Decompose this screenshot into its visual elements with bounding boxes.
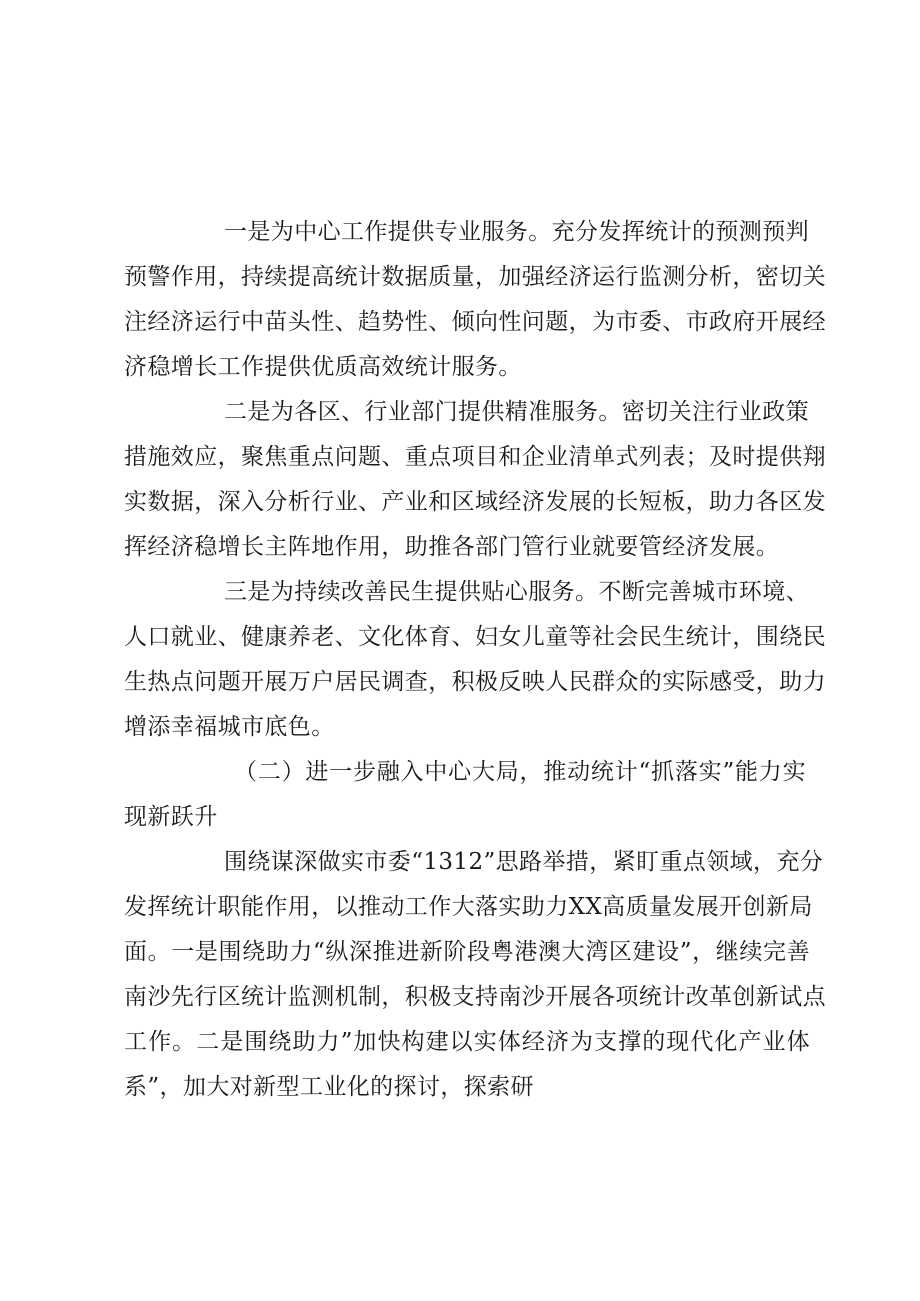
- paragraph-2-line-2: 措施效应，聚焦重点问题、重点项目和企业清单式列表；及时提供翔: [124, 444, 826, 470]
- paragraph-2-line-4: 挥经济稳增长主阵地作用，助推各部门管行业就要管经济发展。: [124, 534, 780, 560]
- section-heading-line-2: 现新跃升: [124, 804, 218, 830]
- paragraph-3-line-3: 生热点问题开展万户居民调查，积极反映人民群众的实际感受，助力: [124, 669, 826, 695]
- paragraph-4-line-4: 南沙先行区统计监测机制，积极支持南沙开展各项统计改革创新试点: [124, 984, 826, 1010]
- paragraph-4-line-1: 围绕谋深做实市委“1312”思路举措，紧盯重点领域，充分: [224, 849, 824, 875]
- paragraph-1-line-1: 一是为中心工作提供专业服务。充分发挥统计的预测预判: [224, 219, 809, 245]
- paragraph-2-line-1: 二是为各区、行业部门提供精准服务。密切关注行业政策: [224, 399, 809, 425]
- paragraph-3-line-1: 三是为持续改善民生提供贴心服务。不断完善城市环境、: [224, 579, 809, 605]
- paragraph-3-line-4: 增添幸福城市底色。: [124, 714, 335, 740]
- paragraph-4-line-3: 面。一是围绕助力“纵深推进新阶段粤港澳大湾区建设”，继续完善: [124, 939, 810, 965]
- paragraph-3-line-2: 人口就业、健康养老、文化体育、妇女儿童等社会民生统计，围绕民: [124, 624, 826, 650]
- paragraph-1-line-4: 济稳增长工作提供优质高效统计服务。: [124, 354, 522, 380]
- paragraph-2-line-3: 实数据，深入分析行业、产业和区域经济发展的长短板，助力各区发: [124, 489, 826, 515]
- paragraph-1-line-2: 预警作用，持续提高统计数据质量，加强经济运行监测分析，密切关: [124, 264, 826, 290]
- section-heading-line-1: （二）进一步融入中心大局，推动统计“抓落实”能力实: [234, 759, 806, 785]
- paragraph-4-line-2: 发挥统计职能作用，以推动工作大落实助力XX高质量发展开创新局: [124, 894, 813, 920]
- paragraph-4-line-6: 系”，加大对新型工业化的探讨，探索研: [124, 1074, 534, 1100]
- paragraph-4-line-5: 工作。二是围绕助力”加快构建以实体经济为支撑的现代化产业体: [124, 1029, 810, 1055]
- paragraph-1-line-3: 注经济运行中苗头性、趋势性、倾向性问题，为市委、市政府开展经: [124, 309, 826, 335]
